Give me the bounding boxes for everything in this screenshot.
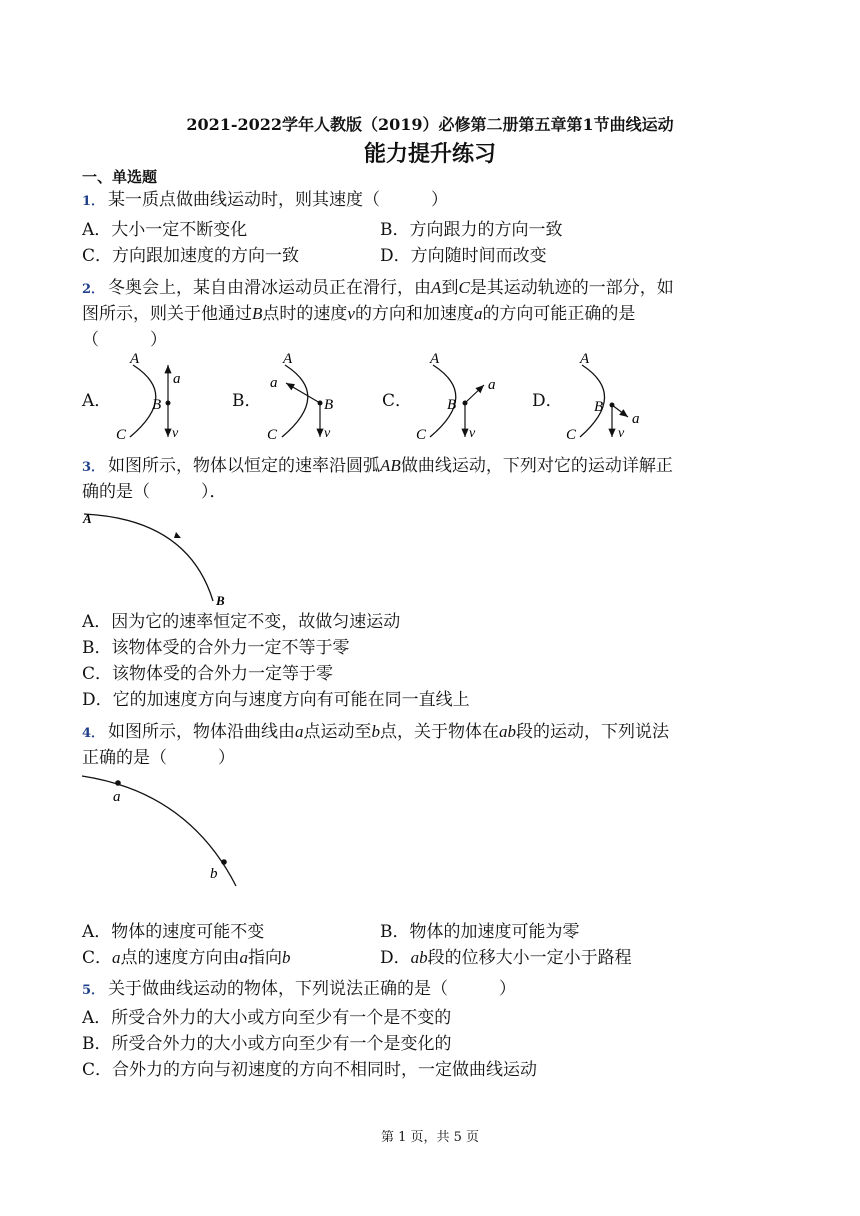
q2-option-d-label: D．	[532, 391, 563, 411]
var-b: b	[371, 722, 381, 741]
question-5-stem	[82, 977, 516, 1003]
q4-option-c	[82, 943, 291, 968]
q3-option-c: C．该物体受的合外力一定等于零	[82, 664, 334, 684]
label-a: a	[488, 377, 496, 393]
label-c-point: C	[267, 427, 278, 443]
acceleration-arrow	[612, 405, 628, 417]
section-heading: 一、单选题	[82, 168, 158, 186]
text: 到	[441, 278, 459, 298]
text: D．	[380, 948, 411, 968]
page-footer: 第 1 页，共 5 页	[380, 1130, 480, 1145]
label-a: a	[113, 789, 121, 805]
question-number: 1．	[82, 194, 105, 209]
label-b-point: B	[594, 399, 604, 415]
q2-option-a-label: A．	[82, 391, 112, 411]
var-a: a	[112, 948, 121, 967]
label-a-point: A	[580, 351, 590, 367]
document-title: 2021-2022学年人教版（2019）必修第二册第五章第1节曲线运动	[186, 115, 674, 134]
text: 点运动至	[303, 722, 372, 742]
var-v: v	[347, 304, 355, 323]
label-a-point: A	[283, 351, 293, 367]
q3-option-b: B．该物体受的合外力一定不等于零	[82, 638, 350, 658]
question-number: 5．	[82, 983, 105, 998]
label-c-point: C	[566, 427, 577, 443]
question-2-line1	[82, 276, 674, 302]
label-b-point: B	[216, 593, 225, 608]
document-subtitle: 能力提升练习	[363, 142, 496, 167]
var-a: a	[239, 948, 249, 967]
acceleration-arrow	[286, 383, 320, 403]
var-ab: AB	[380, 456, 401, 475]
q2-figure-a	[116, 351, 181, 443]
question-4-line1	[82, 720, 669, 746]
question-4-line2: 正确的是（ ）	[82, 748, 235, 768]
var-a: a	[473, 304, 483, 323]
q1-option-c: C．方向跟加速度的方向一致	[82, 246, 300, 266]
q2-figure-c	[416, 351, 496, 443]
q3-option-a: A．因为它的速率恒定不变，故做匀速运动	[82, 612, 401, 632]
q3-figure	[78, 505, 248, 610]
label-v: v	[172, 426, 179, 441]
question-number: 4．	[82, 726, 105, 741]
question-1-stem	[82, 188, 448, 214]
q4-option-d	[380, 943, 632, 968]
text: 指向	[248, 948, 283, 968]
question-number: 2．	[82, 282, 105, 297]
arc-ab	[84, 514, 213, 601]
q5-option-b: B．所受合外力的大小或方向至少有一个是变化的	[82, 1034, 452, 1054]
acceleration-arrow	[465, 385, 484, 403]
point-a	[115, 780, 121, 786]
q2-figure-d	[566, 351, 640, 443]
label-c-point: C	[416, 427, 427, 443]
q4-option-b: B．物体的加速度可能为零	[380, 922, 580, 942]
label-a-point: A	[130, 351, 140, 367]
q4-option-a: A．物体的速度可能不变	[82, 922, 265, 942]
question-3-line2: 确的是（ ）．	[82, 482, 227, 502]
text: 是其运动轨迹的一部分，如	[469, 278, 674, 298]
var-b-point: B	[252, 304, 263, 323]
label-a: a	[632, 411, 640, 427]
stem-text: 某一质点做曲线运动时，则其速度（ ）	[108, 190, 449, 210]
q1-option-d: D．方向随时间而改变	[380, 246, 547, 266]
direction-arrowhead	[174, 532, 181, 538]
question-3-line1	[82, 454, 673, 480]
q2-option-b-label: B．	[232, 391, 262, 411]
var-a: a	[295, 722, 304, 741]
label-a: a	[173, 371, 181, 387]
stem-text: 关于做曲线运动的物体，下列说法正确的是（ ）	[108, 979, 517, 999]
label-v: v	[324, 426, 331, 441]
q2-figures	[0, 345, 860, 445]
q5-option-a: A．所受合外力的大小或方向至少有一个是不变的	[82, 1008, 452, 1028]
q3-option-d: D．它的加速度方向与速度方向有可能在同一直线上	[82, 690, 470, 710]
question-2-line2	[82, 302, 635, 326]
text: 点时的速度	[262, 304, 348, 324]
q1-option-b: B．方向跟力的方向一致	[380, 220, 563, 240]
label-a: a	[270, 375, 278, 391]
text: 图所示，则关于他通过	[82, 304, 252, 324]
var-a-point: A	[431, 278, 442, 297]
text: 如图所示，物体以恒定的速率沿圆弧	[108, 456, 381, 476]
text: 的方向可能正确的是	[482, 304, 636, 324]
var-ab: ab	[410, 948, 428, 967]
text: 点的速度方向由	[120, 948, 240, 968]
text: 段的位移大小一定小于路程	[427, 948, 632, 968]
q4-figure	[78, 770, 253, 890]
question-2-line3: （ ）	[82, 330, 167, 350]
label-b-point: B	[447, 397, 457, 413]
label-a-point: A	[430, 351, 440, 367]
text: 做曲线运动，下列对它的运动详解正	[400, 456, 673, 476]
text: 如图所示，物体沿曲线由	[108, 722, 296, 742]
text: 点，关于物体在	[380, 722, 500, 742]
q2-figure-b	[267, 351, 333, 443]
label-b: b	[210, 866, 218, 882]
label-b-point: B	[152, 397, 162, 413]
label-b-point: B	[324, 397, 334, 413]
var-c-point: C	[458, 278, 470, 297]
q1-option-a: A．大小一定不断变化	[82, 220, 248, 240]
label-v: v	[618, 426, 625, 441]
text: 的方向和加速度	[354, 304, 474, 324]
trajectory-arc	[282, 365, 308, 437]
var-ab: ab	[499, 722, 517, 741]
text: 段的运动，下列说法	[516, 722, 670, 742]
point-b	[221, 859, 227, 865]
q5-option-c: C．合外力的方向与初速度的方向不相同时，一定做曲线运动	[82, 1060, 538, 1080]
q2-option-c-label: C．	[382, 391, 413, 411]
label-v: v	[469, 426, 476, 441]
text: C．	[82, 948, 113, 968]
label-a-point: A	[83, 511, 92, 526]
label-c-point: C	[116, 427, 127, 443]
var-b: b	[282, 948, 291, 967]
question-number: 3．	[82, 460, 105, 475]
text: 冬奥会上，某自由滑冰运动员正在滑行，由	[108, 278, 432, 298]
